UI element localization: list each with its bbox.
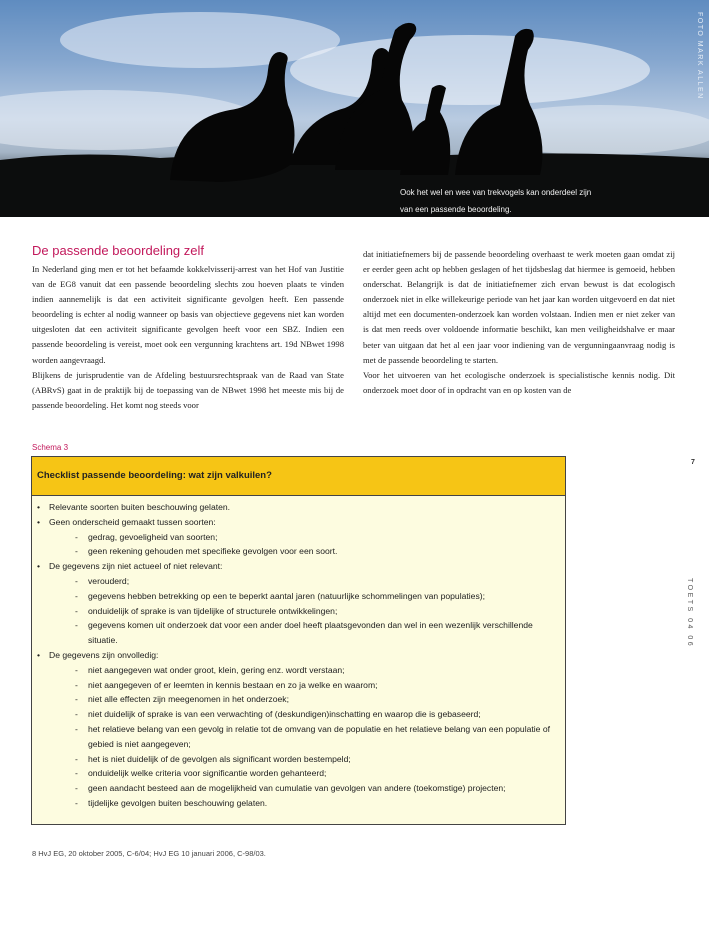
bullet-icon: • (37, 561, 41, 572)
checklist-subitem (32, 618, 565, 648)
checklist-list (32, 500, 565, 811)
dash-icon: - (75, 679, 78, 690)
section-title: De passende beoordeling zelf (32, 243, 205, 258)
checklist-subitem-text: tijdelijke gevolgen buiten beschouwing gelaten. (88, 797, 268, 808)
checklist-subitem-text: verouderd; (88, 575, 130, 586)
checklist-subitem (32, 692, 565, 707)
checklist-subitem (32, 766, 565, 781)
schema-label: Schema 3 (32, 443, 69, 452)
caption-line: van een passende beoordeling. (400, 205, 512, 214)
photo-credit: FOTO MARK ALLEN (696, 12, 703, 100)
checklist-subitem-text: niet alle effecten zijn meegenomen in het onderzoek; (88, 694, 289, 705)
checklist-item (32, 559, 565, 574)
caption-line: Ook het wel en wee van trekvogels kan onderdeel zijn (400, 188, 592, 197)
dash-icon: - (75, 590, 78, 601)
checklist-subitem-text: niet duidelijk of sprake is van een verwachting of (deskundigen)inschatting en waarop die is gebaseerd; (88, 709, 481, 720)
checklist-subitem-text: niet aangegeven wat onder groot, klein, gering enz. wordt verstaan; (88, 664, 345, 675)
checklist-subitem (32, 604, 565, 619)
magazine-side-label: TOETS 04 06 (686, 578, 693, 649)
right-column (363, 247, 675, 398)
checklist-subitem (32, 663, 565, 678)
checklist-subitem (32, 781, 565, 796)
checklist-item (32, 500, 565, 515)
page-number: 7 (691, 459, 695, 466)
checklist-subitem (32, 530, 565, 545)
checklist-subitem (32, 722, 565, 752)
checklist-subitem (32, 752, 565, 767)
paragraph: In Nederland ging men er tot het befaamde kokkelvisserij-arrest van het Hof van Justitie van de EG8 vanuit dat een passende beoordeling slechts zou hoeven plaats te vinden indien aannemelijk is dat een activiteit significante gevolgen heeft. Een passende beoordeling is echter al nodig wanneer op basis van objectieve gegevens niet kan worden uitgesloten dat een activiteit significante gevolgen heeft voor een SBZ. Indien een passende beoordeling is vereist, moet ook een vergunning krachtens art. 19d NBwet 1998 worden aangevraagd. (32, 264, 344, 365)
bullet-icon: • (37, 649, 41, 660)
dash-icon: - (75, 753, 78, 764)
dash-icon: - (75, 546, 78, 557)
paragraph: Voor het uitvoeren van het ecologische onderzoek is specialistische kennis nodig. Dit onderzoek moet door of in opdracht van en op kosten van de (363, 369, 675, 395)
bullet-icon: • (37, 502, 41, 512)
checklist-item-text: De gegevens zijn onvolledig: (49, 649, 159, 660)
checklist-subitem-text: gegevens hebben betrekking op een te beperkt aantal jaren (natuurlijke schommelingen van populaties); (88, 590, 486, 601)
checklist-subitem (32, 796, 565, 811)
paragraph: Blijkens de jurisprudentie van de Afdeling bestuursrechtspraak van de Raad van State (ABRvS) gaat in de praktijk bij de toepassing van de NBwet 1998 het meeste mis bij de passende beoordeling. Het komt nog steeds voor (32, 369, 344, 410)
dash-icon: - (75, 783, 78, 794)
checklist-subitem-text: gedrag, gevoeligheid van soorten; (88, 531, 218, 542)
checklist-subitem (32, 707, 565, 722)
paragraph: dat initiatiefnemers bij de passende beoordeling overhaast te werk moeten gaan omdat zij er eerder geen acht op hebben geslagen of het tijdsbeslag dat hiermee is gemoeid, hebben onderschat. Belangrijk is dat de initiatiefnemer zich ervan bewust is dat ecologisch onderzoek niet in elke willekeurige periode van het jaar kan worden uitgevoerd en dat niet altijd met een documenten-onderzoek kan worden volstaan. Indien men er niet zeker van is dat men reeds over voldoende informatie beschikt, kan men veiligheidshalve er maar beter van uitgaan dat het al een jaar voor indiening van de vergunningaanvraag nodig is met de passende beoordeling te starten. (363, 249, 675, 365)
header-photo (0, 0, 709, 217)
checklist-subitem (32, 544, 565, 559)
dash-icon: - (75, 709, 78, 720)
checklist-item-text: Geen onderscheid gemaakt tussen soorten: (49, 516, 216, 527)
left-column (32, 262, 344, 413)
checklist-subitem-text: het is niet duidelijk of de gevolgen als significant worden bestempeld; (88, 753, 351, 764)
checklist-subitem-text: niet aangegeven of er leemten in kennis bestaan en zo ja welke en waarom; (88, 679, 378, 690)
checklist-subitem-text: onduidelijk welke criteria voor significantie worden gehanteerd; (88, 768, 327, 779)
checklist-subitem (32, 574, 565, 589)
checklist-subitem-text: geen aandacht besteed aan de mogelijkheid van cumulatie van gevolgen van andere (toekomstige) projecten; (88, 783, 506, 794)
dash-icon: - (75, 605, 78, 616)
dash-icon: - (75, 768, 78, 779)
footnote: 8 HvJ EG, 20 oktober 2005, C-6/04; HvJ EG 10 januari 2006, C-98/03. (32, 849, 266, 858)
checklist-box (31, 456, 566, 825)
dash-icon: - (75, 575, 78, 586)
checklist-title: Checklist passende beoordeling: wat zijn valkuilen? (32, 457, 565, 496)
checklist-subitem (32, 589, 565, 604)
checklist-subitem-text: geen rekening gehouden met specifieke gevolgen voor een soort. (88, 546, 338, 557)
dash-icon: - (75, 694, 78, 705)
dash-icon: - (75, 664, 78, 675)
checklist-item-text: Relevante soorten buiten beschouwing gelaten. (49, 502, 231, 512)
dash-icon: - (75, 797, 78, 808)
dash-icon: - (75, 620, 78, 631)
dash-icon: - (75, 723, 78, 734)
dash-icon: - (75, 531, 78, 542)
checklist-subitem-text: het relatieve belang van een gevolg in relatie tot de omvang van de populatie en het relatieve belang van een populatie of gebied is niet aangegeven; (88, 723, 551, 749)
checklist-subitem-text: onduidelijk of sprake is van tijdelijke of structurele ontwikkelingen; (88, 605, 338, 616)
checklist-subitem-text: gegevens komen uit onderzoek dat voor een ander doel heeft plaatsgevonden dan wel in een wezenlijk verschillende situatie. (88, 620, 533, 646)
checklist-subitem (32, 678, 565, 693)
checklist-item (32, 515, 565, 530)
checklist-item (32, 648, 565, 663)
photo-caption (400, 184, 640, 217)
checklist-item-text: De gegevens zijn niet actueel of niet relevant: (49, 561, 223, 572)
bullet-icon: • (37, 516, 41, 527)
